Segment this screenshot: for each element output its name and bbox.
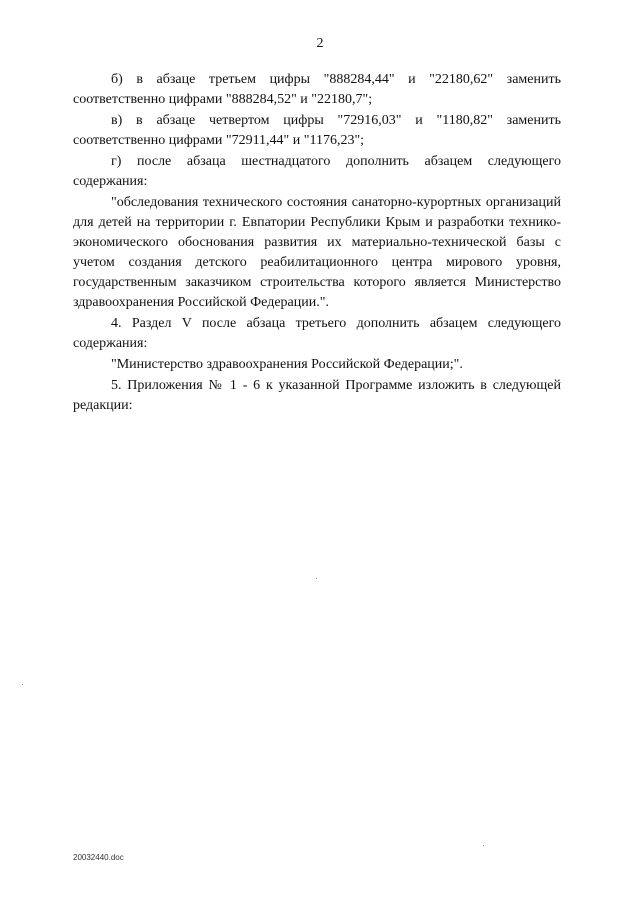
footer-doc-code: 20032440.doc: [73, 853, 124, 862]
page-number: 2: [316, 36, 324, 51]
scan-speck: [316, 578, 317, 579]
paragraph-g: г) после абзаца шестнадцатого дополнить абзацем следующего содержания:: [73, 154, 561, 189]
scan-speck: [483, 845, 484, 846]
paragraph-v: в) в абзаце четвертом цифры "72916,03" и "1180,82" заменить соответственно цифрами "72911,44" и "1176,23";: [73, 113, 561, 148]
paragraph-b: б) в абзаце третьем цифры "888284,44" и "22180,62" заменить соответственно цифрами "888284,52" и "22180,7";: [73, 72, 561, 107]
scan-speck: [22, 684, 23, 685]
paragraph-section-4: 4. Раздел V после абзаца третьего дополнить абзацем следующего содержания:: [73, 316, 561, 351]
paragraph-section-5: 5. Приложения № 1 - 6 к указанной Программе изложить в следующей редакции:: [73, 378, 561, 413]
document-body: [73, 70, 561, 417]
paragraph-ministry: "Министерство здравоохранения Российской Федерации;".: [111, 357, 463, 372]
paragraph-quoted-text: "обследования технического состояния санаторно-курортных организаций для детей на территории г. Евпатории Республики Крым и разработки технико-экономического обоснования развития их материально-технической базы с учетом создания детского реабилитационного центра мирового уровня, государственным заказчиком строительства которого является Министерство здравоохранения Российской Федерации.".: [73, 195, 561, 310]
